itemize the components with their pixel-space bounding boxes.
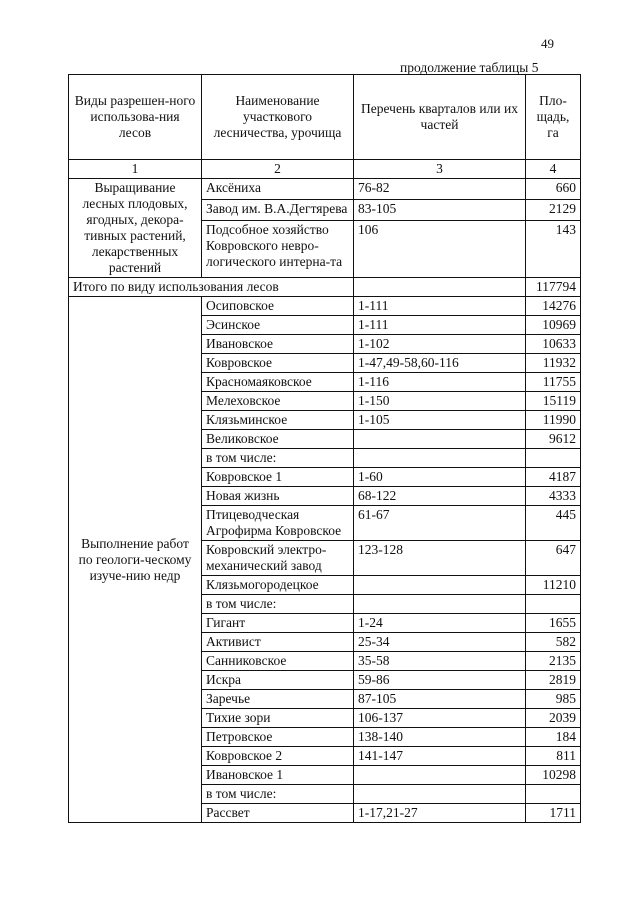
forestry-name-cell: Новая жизнь (202, 487, 354, 506)
quarters-cell: 1-24 (354, 614, 526, 633)
quarters-cell (354, 595, 526, 614)
forestry-name-cell: Ковровский электро-механический завод (202, 541, 354, 576)
quarters-cell: 1-116 (354, 373, 526, 392)
quarters-cell: 76-82 (354, 179, 526, 200)
area-cell: 10969 (526, 316, 581, 335)
area-cell: 15119 (526, 392, 581, 411)
quarters-cell: 1-17,21-27 (354, 804, 526, 823)
quarters-cell: 1-111 (354, 316, 526, 335)
forestry-name-cell: в том числе: (202, 449, 354, 468)
forestry-name-cell: Тихие зори (202, 709, 354, 728)
quarters-cell (354, 449, 526, 468)
area-cell: 11755 (526, 373, 581, 392)
forestry-name-cell: Эсинское (202, 316, 354, 335)
forestry-name-cell: Ивановское 1 (202, 766, 354, 785)
total-area: 117794 (526, 278, 581, 297)
area-cell: 582 (526, 633, 581, 652)
forestry-name-cell: Ковровское 2 (202, 747, 354, 766)
quarters-cell: 138-140 (354, 728, 526, 747)
forestry-name-cell: Ковровское (202, 354, 354, 373)
forestry-name-cell: Искра (202, 671, 354, 690)
area-cell (526, 785, 581, 804)
area-cell: 1711 (526, 804, 581, 823)
forestry-name-cell: Аксёниха (202, 179, 354, 200)
column-number: 2 (202, 160, 354, 179)
area-cell: 10633 (526, 335, 581, 354)
forestry-name-cell: Подсобное хозяйство Ковровского невро-логического интерна-та (202, 221, 354, 278)
forestry-name-cell: Гигант (202, 614, 354, 633)
quarters-cell: 1-102 (354, 335, 526, 354)
forestry-name-cell: Активист (202, 633, 354, 652)
forestry-name-cell: Заречье (202, 690, 354, 709)
header-quarters: Перечень кварталов или их частей (354, 75, 526, 160)
total-row (69, 278, 581, 297)
area-cell: 2135 (526, 652, 581, 671)
column-number: 3 (354, 160, 526, 179)
area-cell: 811 (526, 747, 581, 766)
area-cell: 143 (526, 221, 581, 278)
forestry-name-cell: Птицеводческая Агрофирма Ковровское (202, 506, 354, 541)
forestry-name-cell: Клязьминское (202, 411, 354, 430)
quarters-cell (354, 766, 526, 785)
header-use-type: Виды разрешен-ного использова-ния лесов (69, 75, 202, 160)
area-cell: 4187 (526, 468, 581, 487)
forestry-name-cell: Санниковское (202, 652, 354, 671)
area-cell: 985 (526, 690, 581, 709)
header-row (69, 75, 581, 160)
column-number: 4 (526, 160, 581, 179)
quarters-cell: 141-147 (354, 747, 526, 766)
forestry-name-cell: Ковровское 1 (202, 468, 354, 487)
total-label: Итого по виду использования лесов (69, 278, 354, 297)
quarters-cell: 1-105 (354, 411, 526, 430)
quarters-cell: 106 (354, 221, 526, 278)
quarters-cell (354, 576, 526, 595)
column-number: 1 (69, 160, 202, 179)
forestry-name-cell: Петровское (202, 728, 354, 747)
quarters-cell: 59-86 (354, 671, 526, 690)
header-area: Пло-щадь, га (526, 75, 581, 160)
table-body (69, 179, 581, 823)
quarters-cell: 83-105 (354, 200, 526, 221)
quarters-cell (354, 785, 526, 804)
forestry-name-cell: Завод им. В.А.Дегтярева (202, 200, 354, 221)
quarters-cell: 1-111 (354, 297, 526, 316)
forestry-name-cell: Красномаяковское (202, 373, 354, 392)
header-forestry-name: Наименование участкового лесничества, урочища (202, 75, 354, 160)
quarters-cell: 87-105 (354, 690, 526, 709)
total-quarters-empty (354, 278, 526, 297)
quarters-cell: 106-137 (354, 709, 526, 728)
table-row (69, 179, 581, 200)
quarters-cell (354, 430, 526, 449)
area-cell: 2039 (526, 709, 581, 728)
area-cell: 11990 (526, 411, 581, 430)
forestry-name-cell: Клязьмогородецкое (202, 576, 354, 595)
forestry-name-cell: Ивановское (202, 335, 354, 354)
area-cell (526, 449, 581, 468)
area-cell: 14276 (526, 297, 581, 316)
area-cell: 4333 (526, 487, 581, 506)
area-cell: 184 (526, 728, 581, 747)
forestry-name-cell: Великовское (202, 430, 354, 449)
area-cell: 2819 (526, 671, 581, 690)
area-cell: 10298 (526, 766, 581, 785)
quarters-cell: 123-128 (354, 541, 526, 576)
quarters-cell: 68-122 (354, 487, 526, 506)
use-type-cell: Выполнение работ по геологи-ческому изуче-нию недр (69, 297, 202, 823)
forestry-name-cell: Осиповское (202, 297, 354, 316)
quarters-cell: 35-58 (354, 652, 526, 671)
area-cell: 2129 (526, 200, 581, 221)
quarters-cell: 25-34 (354, 633, 526, 652)
area-cell: 9612 (526, 430, 581, 449)
column-number-row (69, 160, 581, 179)
forestry-name-cell: в том числе: (202, 785, 354, 804)
area-cell: 11932 (526, 354, 581, 373)
forestry-name-cell: Мелеховское (202, 392, 354, 411)
area-cell: 660 (526, 179, 581, 200)
table-row (69, 297, 581, 316)
area-cell: 647 (526, 541, 581, 576)
use-type-cell: Выращивание лесных плодовых, ягодных, декора-тивных растений, лекарственных растений (69, 179, 202, 278)
area-cell: 445 (526, 506, 581, 541)
table-continuation-caption: продолжение таблицы 5 (400, 60, 539, 75)
page-number: 49 (541, 36, 554, 51)
quarters-cell: 1-47,49-58,60-116 (354, 354, 526, 373)
quarters-cell: 1-150 (354, 392, 526, 411)
area-cell (526, 595, 581, 614)
forestry-name-cell: в том числе: (202, 595, 354, 614)
area-cell: 11210 (526, 576, 581, 595)
forest-use-table (68, 74, 581, 823)
quarters-cell: 1-60 (354, 468, 526, 487)
quarters-cell: 61-67 (354, 506, 526, 541)
area-cell: 1655 (526, 614, 581, 633)
forestry-name-cell: Рассвет (202, 804, 354, 823)
